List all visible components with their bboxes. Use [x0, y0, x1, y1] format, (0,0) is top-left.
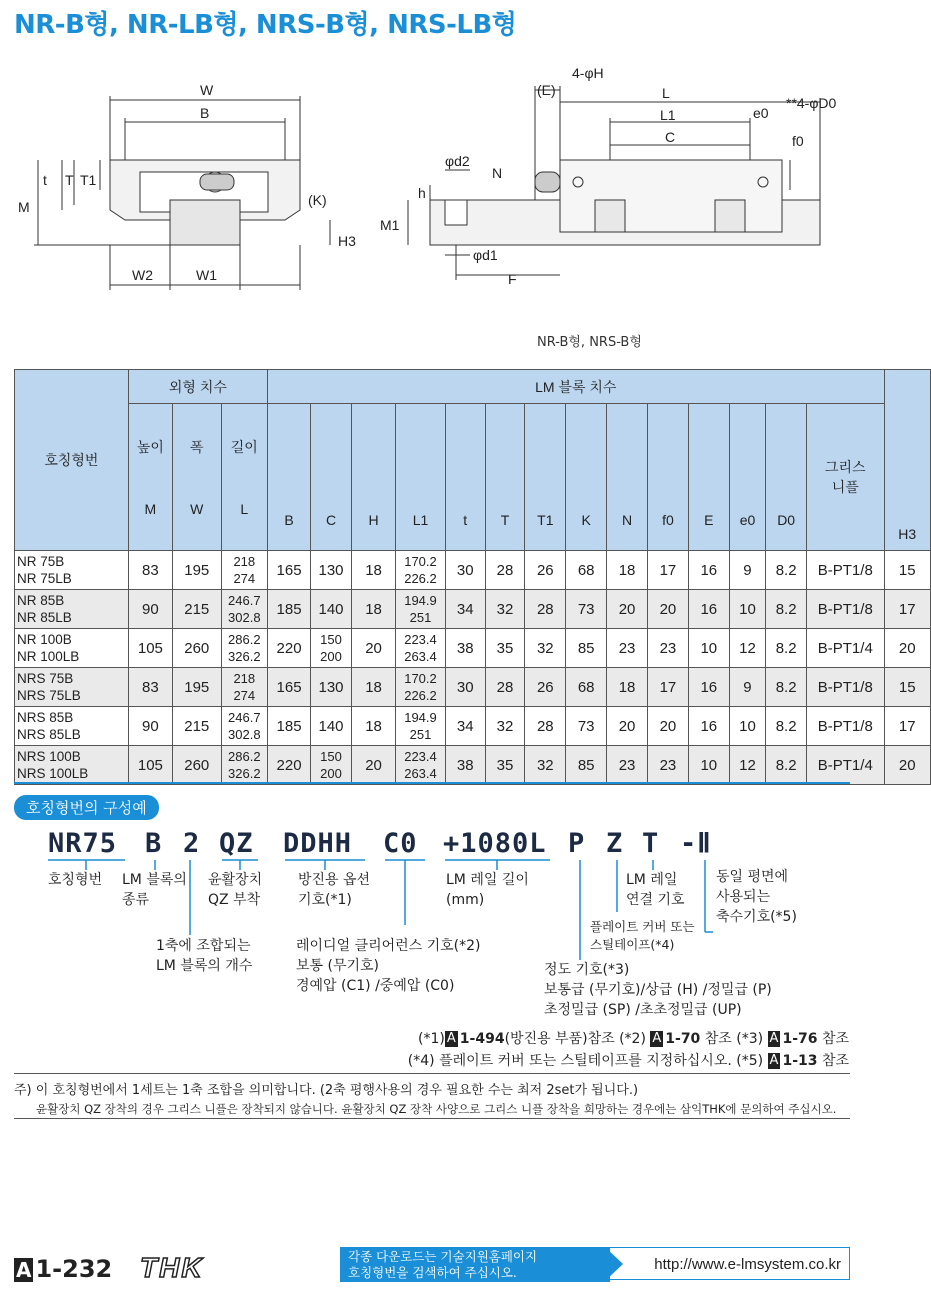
model-code-2: NRS 75LB [17, 688, 81, 703]
label-block-count: 1축에 조합되는 LM 블록의 개수 [156, 938, 253, 974]
dim-h: h [418, 185, 426, 201]
cell-f0: 23 [648, 746, 689, 785]
cell-N: 23 [607, 746, 648, 785]
dim-M1: M1 [380, 217, 400, 233]
spec-table [14, 369, 931, 785]
cell-B: 165 [268, 668, 311, 707]
note-qz: 윤활장치 QZ 장착의 경우 그리스 니플은 장착되지 않습니다. 윤활장치 QZ 장착 사양으로 그리스 니플 장착을 희망하는 경우에는 삼익THK에 문의하여 주십시오. [36, 1102, 837, 1116]
header-W [172, 404, 221, 551]
cell-e0: 9 [729, 668, 765, 707]
cell-T: 32 [485, 707, 525, 746]
code-part-model: NR75 [48, 828, 118, 859]
cell-H3: 20 [884, 629, 931, 668]
cell-value-1: 194.9 [404, 593, 437, 608]
table-row [15, 668, 931, 707]
dim-f0: f0 [792, 133, 804, 149]
cell-W: 195 [172, 551, 221, 590]
cell-H: 18 [351, 668, 395, 707]
header-outer-dims: 외형 치수 [128, 370, 267, 404]
cell-N: 18 [607, 551, 648, 590]
cell-value-1: 218 [233, 671, 256, 686]
cell-value-2: 200 [320, 766, 342, 781]
cell-grease: B-PT1/8 [807, 590, 884, 629]
ref-link-1-13[interactable]: 1-13 [782, 1053, 818, 1069]
cell-N: 23 [607, 629, 648, 668]
label-model: 호칭형번 [48, 872, 103, 888]
header-model: 호칭형번 [15, 370, 129, 551]
cell-E: 16 [688, 668, 729, 707]
cell-model [15, 746, 129, 785]
composition-heading: 호칭형번의 구성예 [14, 795, 159, 820]
cell-e0: 9 [729, 551, 765, 590]
cell-value-1: 194.9 [404, 710, 437, 725]
dim-F: F [508, 271, 517, 287]
cell-t: 30 [445, 551, 485, 590]
cell-value-1: 223.4 [404, 749, 437, 764]
cell-f0: 17 [648, 551, 689, 590]
header-grease-nipple: 그리스 니플 [807, 404, 884, 551]
dim-d1: φd1 [473, 247, 498, 263]
code-part-plane: -Ⅱ [680, 828, 712, 859]
cell-H3: 15 [884, 668, 931, 707]
cell-L1 [396, 551, 446, 590]
table-row [15, 629, 931, 668]
model-code-1: NR 85B [17, 593, 65, 608]
catalog-a-icon: A [16, 1258, 32, 1282]
cell-M: 105 [128, 746, 172, 785]
cell-C: 130 [311, 668, 352, 707]
cell-L1 [396, 668, 446, 707]
cell-value-2: 226.2 [404, 571, 437, 586]
header-L [221, 404, 267, 551]
dim-B: B [200, 105, 210, 121]
cell-value-2: 251 [409, 727, 432, 742]
cell-f0: 20 [648, 707, 689, 746]
cell-L [221, 590, 267, 629]
cell-model [15, 629, 129, 668]
model-code-2: NR 75LB [17, 571, 72, 586]
dim-K: (K) [308, 192, 327, 208]
header-symbol: W [190, 501, 204, 517]
cell-H3: 20 [884, 746, 931, 785]
header-E: E [688, 404, 729, 551]
code-part-dust: DDHH [283, 828, 353, 859]
dim-W: W [200, 82, 214, 98]
cell-H3: 17 [884, 707, 931, 746]
cell-value-2: 200 [320, 649, 342, 664]
catalog-a-icon: A [446, 1031, 456, 1046]
cell-value-2: 274 [233, 688, 256, 703]
cell-L1 [396, 746, 446, 785]
label-accuracy: 정도 기호(*3) 보통급 (무기호)/상급 (H) /정밀급 (P) 초정밀급 (SP) /초초정밀급 (UP) [544, 962, 772, 1018]
cell-value-1: 223.4 [404, 632, 437, 647]
model-code-1: NR 75B [17, 554, 65, 569]
cell-T1: 28 [525, 590, 566, 629]
cell-H: 18 [351, 707, 395, 746]
dim-H3: H3 [338, 233, 356, 249]
cell-T1: 32 [525, 629, 566, 668]
cell-K: 85 [566, 746, 607, 785]
dim-d2: φd2 [445, 153, 470, 169]
cell-value-2: 251 [409, 610, 432, 625]
ref-link-1-70[interactable]: 1-70 [665, 1031, 701, 1047]
code-part-joint: T [642, 828, 660, 859]
dim-T1: T1 [80, 172, 97, 188]
cell-model [15, 551, 129, 590]
dimension-drawing [0, 60, 931, 325]
cell-grease: B-PT1/8 [807, 707, 884, 746]
cell-value-1: 218 [233, 554, 256, 569]
cell-L1 [396, 629, 446, 668]
cell-L [221, 668, 267, 707]
dim-W1: W1 [196, 267, 217, 283]
cell-L1 [396, 590, 446, 629]
cell-T: 28 [485, 551, 525, 590]
reference-line-2: (*4) 플레이트 커버 또는 스틸테이프를 지정하십시오. (*5) A 1-13 참조 [407, 1053, 849, 1069]
label-clearance: 레이디얼 클리어런스 기호(*2) 보통 (무기호) 경예압 (C1) /중예압 (C0) [296, 938, 481, 994]
label-rail-joint: LM 레일 연결 기호 [626, 872, 685, 908]
cell-e0: 10 [729, 590, 765, 629]
cell-H: 20 [351, 629, 395, 668]
cell-T: 28 [485, 668, 525, 707]
cell-M: 83 [128, 668, 172, 707]
cell-L1 [396, 707, 446, 746]
cell-K: 85 [566, 629, 607, 668]
header-f0: f0 [648, 404, 689, 551]
cell-t: 38 [445, 629, 485, 668]
cell-C: 140 [311, 707, 352, 746]
cell-e0: 10 [729, 707, 765, 746]
cell-B: 165 [268, 551, 311, 590]
download-banner: 각종 다운로드는 기술지원홈페이지 호칭형번을 검색하여 주십시오. [340, 1247, 610, 1282]
cell-T: 35 [485, 629, 525, 668]
cell-value-2: 326.2 [228, 649, 261, 664]
cell-M: 90 [128, 590, 172, 629]
header-e0: e0 [729, 404, 765, 551]
cell-E: 16 [688, 590, 729, 629]
note-set: 주) 이 호칭형번에서 1세트는 1축 조합을 의미합니다. (2축 평행사용의 경우 필요한 수는 최저 2set가 됩니다.) [14, 1083, 639, 1098]
cell-K: 68 [566, 551, 607, 590]
header-B: B [268, 404, 311, 551]
cell-value-2: 226.2 [404, 688, 437, 703]
cell-C [311, 746, 352, 785]
cell-E: 10 [688, 746, 729, 785]
cell-t: 34 [445, 707, 485, 746]
cell-T1: 26 [525, 551, 566, 590]
thk-logo: THK [140, 1252, 204, 1283]
cell-W: 195 [172, 668, 221, 707]
cell-t: 30 [445, 668, 485, 707]
cell-value-1: 150 [320, 749, 342, 764]
section-divider [14, 782, 850, 784]
model-code-2: NRS 85LB [17, 727, 81, 742]
cell-C [311, 629, 352, 668]
cell-D0: 8.2 [766, 629, 807, 668]
header-lm-block-dims: LM 블록 치수 [268, 370, 885, 404]
cell-value-2: 326.2 [228, 766, 261, 781]
cell-N: 20 [607, 590, 648, 629]
cell-H3: 15 [884, 551, 931, 590]
cell-model [15, 590, 129, 629]
cell-grease: B-PT1/4 [807, 746, 884, 785]
header-ko-label: 폭 [190, 439, 204, 455]
code-part-length: +1080L [443, 828, 547, 859]
cell-D0: 8.2 [766, 746, 807, 785]
cell-t: 38 [445, 746, 485, 785]
cell-H: 20 [351, 746, 395, 785]
cell-T: 32 [485, 590, 525, 629]
dim-C: C [665, 129, 676, 145]
cell-value-2: 263.4 [404, 649, 437, 664]
catalog-a-icon: A [769, 1031, 779, 1046]
cell-value-1: 150 [320, 632, 342, 647]
cell-value-1: 286.2 [228, 749, 261, 764]
dim-4H: 4-φH [572, 65, 604, 81]
dim-M: M [18, 199, 30, 215]
header-T1: T1 [525, 404, 566, 551]
dim-E: (E) [537, 82, 556, 98]
label-cover: 플레이트 커버 또는 스틸테이프(*4) [590, 919, 695, 952]
drawing-caption: NR-B형, NRS-B형 [537, 335, 642, 350]
cell-E: 16 [688, 707, 729, 746]
header-H3: H3 [884, 370, 931, 551]
cell-value-1: 286.2 [228, 632, 261, 647]
dim-e0: e0 [753, 105, 769, 121]
cell-model [15, 668, 129, 707]
cell-value-1: 170.2 [404, 671, 437, 686]
cell-W: 260 [172, 746, 221, 785]
cell-B: 185 [268, 707, 311, 746]
header-symbol: M [144, 501, 157, 517]
cell-T1: 26 [525, 668, 566, 707]
dim-L: L [662, 85, 670, 101]
table-row [15, 590, 931, 629]
dim-4D0: **4-φD0 [786, 95, 837, 111]
model-code-2: NR 85LB [17, 610, 72, 625]
ref-link-1-76[interactable]: 1-76 [782, 1031, 818, 1047]
page-number: A 1-232 [16, 1255, 113, 1283]
table-row [15, 707, 931, 746]
label-block-type: LM 블록의 종류 [122, 872, 187, 908]
cell-value-1: 170.2 [404, 554, 437, 569]
cell-C: 140 [311, 590, 352, 629]
code-part-clearance: C0 [383, 828, 418, 859]
catalog-a-icon: A [652, 1031, 662, 1046]
cell-f0: 17 [648, 668, 689, 707]
header-D0: D0 [766, 404, 807, 551]
cell-M: 83 [128, 551, 172, 590]
cell-value-2: 274 [233, 571, 256, 586]
model-code-1: NRS 75B [17, 671, 74, 686]
cell-value-2: 302.8 [228, 610, 261, 625]
cell-W: 215 [172, 707, 221, 746]
label-qz: 윤활장치 QZ 부착 [208, 872, 263, 908]
model-code-1: NR 100B [17, 632, 72, 647]
cell-M: 90 [128, 707, 172, 746]
table-row [15, 746, 931, 785]
code-part-cover: Z [606, 828, 624, 859]
header-ko-label: 길이 [230, 439, 258, 455]
code-part-count: 2 [183, 828, 201, 859]
cell-M: 105 [128, 629, 172, 668]
label-rail-length: LM 레일 길이 (mm) [446, 872, 529, 908]
model-code-1: NRS 100B [17, 749, 81, 764]
cell-N: 20 [607, 707, 648, 746]
catalog-a-icon: A [769, 1053, 779, 1068]
cell-H: 18 [351, 590, 395, 629]
cell-B: 220 [268, 746, 311, 785]
cell-value-2: 302.8 [228, 727, 261, 742]
cell-D0: 8.2 [766, 590, 807, 629]
header-H: H [351, 404, 395, 551]
cell-model [15, 707, 129, 746]
cell-f0: 20 [648, 590, 689, 629]
header-T: T [485, 404, 525, 551]
model-code-1: NRS 85B [17, 710, 74, 725]
cell-E: 10 [688, 629, 729, 668]
dim-L1: L1 [660, 107, 676, 123]
cell-T1: 32 [525, 746, 566, 785]
label-same-plane: 동일 평면에 사용되는 축수기호(*5) [716, 869, 797, 925]
notes-divider [14, 1073, 850, 1074]
cell-E: 16 [688, 551, 729, 590]
cell-W: 260 [172, 629, 221, 668]
cell-L [221, 551, 267, 590]
notes-divider-bottom [14, 1118, 850, 1119]
cell-f0: 23 [648, 629, 689, 668]
page-title: NR-B형, NR-LB형, NRS-B형, NRS-LB형 [14, 10, 517, 40]
cell-value-1: 246.7 [228, 710, 261, 725]
header-ko-label: 높이 [136, 439, 164, 455]
cell-T: 35 [485, 746, 525, 785]
cell-K: 73 [566, 590, 607, 629]
cell-H: 18 [351, 551, 395, 590]
dim-t: t [43, 172, 47, 188]
cell-L [221, 746, 267, 785]
website-link[interactable]: http://www.e-lmsystem.co.kr [610, 1247, 850, 1280]
cell-grease: B-PT1/8 [807, 551, 884, 590]
cell-T1: 28 [525, 707, 566, 746]
header-M [128, 404, 172, 551]
label-dust: 방진용 옵션 기호(*1) [298, 872, 371, 908]
cell-grease: B-PT1/8 [807, 668, 884, 707]
cell-B: 185 [268, 590, 311, 629]
cell-L [221, 629, 267, 668]
cell-K: 68 [566, 668, 607, 707]
header-t: t [445, 404, 485, 551]
cell-W: 215 [172, 590, 221, 629]
cell-H3: 17 [884, 590, 931, 629]
cell-grease: B-PT1/4 [807, 629, 884, 668]
cell-value-1: 246.7 [228, 593, 261, 608]
header-symbol: L [240, 501, 249, 517]
code-part-accuracy: P [568, 828, 586, 859]
cell-C: 130 [311, 551, 352, 590]
ref-link-1-494[interactable]: 1-494 [459, 1031, 505, 1047]
table-row [15, 551, 931, 590]
header-K: K [566, 404, 607, 551]
code-part-qz: QZ [219, 828, 254, 859]
cell-e0: 12 [729, 629, 765, 668]
cell-D0: 8.2 [766, 668, 807, 707]
dim-T: T [65, 172, 74, 188]
cell-N: 18 [607, 668, 648, 707]
model-code-2: NR 100LB [17, 649, 80, 664]
header-C: C [311, 404, 352, 551]
code-part-block: B [145, 828, 163, 859]
dim-N: N [492, 165, 503, 181]
cell-t: 34 [445, 590, 485, 629]
cell-e0: 12 [729, 746, 765, 785]
cell-D0: 8.2 [766, 707, 807, 746]
reference-line-1: (*1) A 1-494(방진용 부품)참조 (*2) A 1-70 참조 (*3) A 1-76 참조 [418, 1031, 849, 1047]
header-L1: L1 [396, 404, 446, 551]
cell-value-2: 263.4 [404, 766, 437, 781]
cell-L [221, 707, 267, 746]
cell-D0: 8.2 [766, 551, 807, 590]
header-N: N [607, 404, 648, 551]
dim-W2: W2 [132, 267, 153, 283]
cell-B: 220 [268, 629, 311, 668]
cell-K: 73 [566, 707, 607, 746]
model-code-2: NRS 100LB [17, 766, 89, 781]
